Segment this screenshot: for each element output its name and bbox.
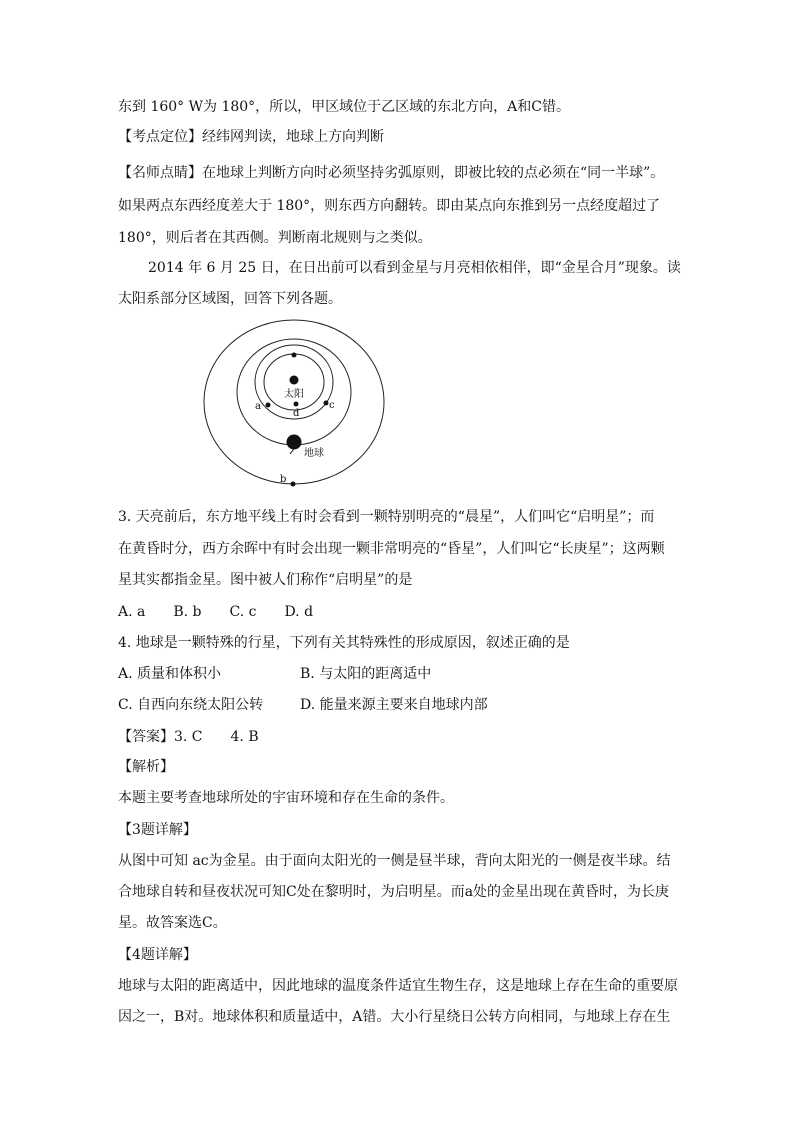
text-line: 地球与太阳的距离适中，因此地球的温度条件适宜生物生存，这是地球上存在生命的重要原 [118,978,678,994]
text-line: 因之一，B对。地球体积和质量适中，A错。大小行星绕日公转方向相同，与地球上存在生 [118,1009,671,1025]
sun-dot [290,376,299,385]
question-3: 3. 天亮前后，东方地平线上有时会看到一颗特别明亮的“晨星”，人们叫它“启明星”；而 [118,509,655,525]
point-c-label: c [329,400,335,411]
options-3: A. a B. b C. c D. d [118,604,314,620]
text-line: 本题主要考查地球所处的宇宙环境和存在生命的条件。 [118,790,454,806]
option-4b: B. 与太阳的距离适中 [300,666,432,682]
orbit-svg [198,318,386,490]
text-line: 星。故答案选C。 [118,915,227,931]
text-line: 2014 年 6 月 25 日，在日出前可以看到金星与月亮相依相伴，即“金星合月”现象。读 [148,260,681,276]
option-4d: D. 能量来源主要来自地球内部 [300,697,488,713]
text-line: 【考点定位】经纬网判读，地球上方向判断 [118,129,384,145]
text-line: 180°，则后者在其西侧。判断南北规则与之类似。 [118,230,432,246]
text-line: 东到 160° W为 180°，所以，甲区域位于乙区域的东北方向，A和C错。 [118,99,571,115]
sun-label: 太阳 [284,389,304,400]
question-4: 4. 地球是一颗特殊的行星，下列有关其特殊性的形成原因，叙述正确的是 [118,635,570,651]
mercury-dot [292,353,297,358]
point-d-dot [294,402,299,407]
text-line: 如果两点东西经度差大于 180°，则东西方向翻转。即由某点向东推到另一点经度超过了 [118,198,661,214]
point-b-label: b [280,474,287,485]
option-4a: A. 质量和体积小 [118,666,222,682]
answer-line: 【答案】3. C 4. B [118,729,259,745]
text-line: 太阳系部分区域图，回答下列各题。 [118,291,342,307]
text-line: 从图中可知 ac为金星。由于面向太阳光的一侧是昼半球，背向太阳光的一侧是夜半球。结 [118,853,671,869]
q3-detail-heading: 【3题详解】 [118,822,197,838]
earth-label: 地球 [304,448,324,459]
analysis-heading: 【解析】 [118,759,174,775]
q4-detail-heading: 【4题详解】 [118,947,197,963]
text-line: 星其实都指金星。图中被人们称作“启明星”的是 [118,572,413,588]
point-a-dot [266,403,271,408]
option-4c: C. 自西向东绕太阳公转 [118,697,264,713]
point-c-dot [324,401,329,406]
text-line: 在黄昏时分，西方余晖中有时会出现一颗非常明亮的“昏星”，人们叫它“长庚星”；这两颗 [118,541,665,557]
point-a-label: a [255,401,261,412]
text-line: 【名师点睛】在地球上判断方向时必须坚持劣弧原则，即被比较的点必须在“同一半球”。 [118,165,665,181]
earth-dot [287,435,302,450]
text-line: 合地球自转和昼夜状况可知C处在黎明时，为启明星。而a处的金星出现在黄昏时，为长庚 [118,884,670,900]
point-b-dot [291,482,296,487]
point-d-label: d [293,408,300,419]
solar-system-diagram [198,318,386,490]
